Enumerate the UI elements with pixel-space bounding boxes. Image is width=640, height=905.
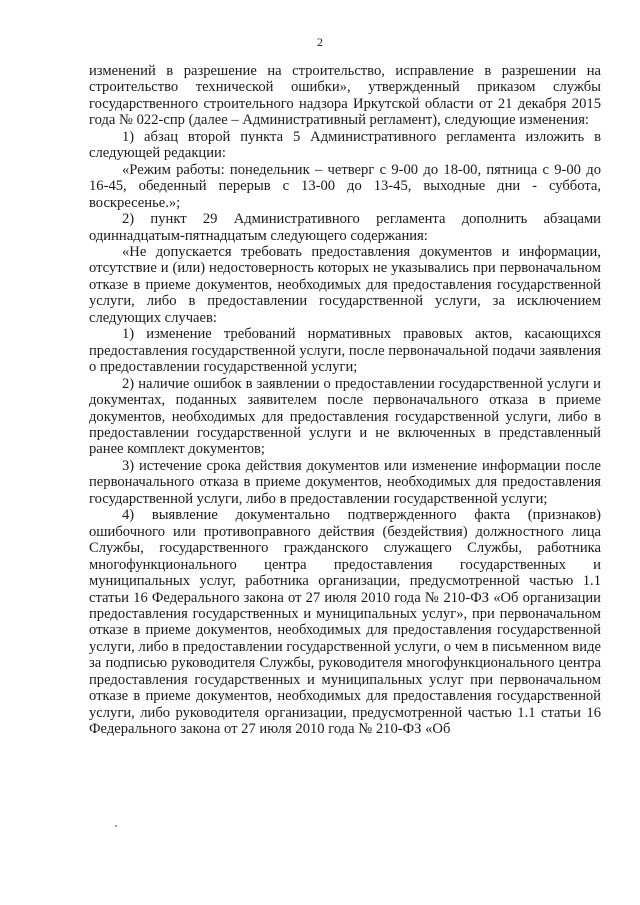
paragraph-case-3: 3) истечение срока действия документов или изменение информации после первоначального отказа в приеме документов, необходимых для предоставления государственной услуги, либо в предоставлении государственной услуги; xyxy=(89,457,601,507)
paragraph-intro: изменений в разрешение на строительство, исправление в разрешении на строительство технической ошибки», утвержденный приказом службы государственного строительного надзора Иркутской области от 21 декабря 2015 года № 022-спр (далее – Административный регламент), следующие изменения: xyxy=(89,63,601,129)
document-body xyxy=(89,63,601,738)
page-number: 2 xyxy=(317,35,323,49)
paragraph-working-hours-quote: «Режим работы: понедельник – четверг с 9-00 до 18-00, пятница с 9-00 до 16-45, обеденный перерыв с 13-00 до 13-45, выходные дни - суббота, воскресенье.»; xyxy=(89,161,601,211)
paragraph-prohibition-quote: «Не допускается требовать предоставления документов и информации, отсутствие и (или) недостоверность которых не указывались при первоначальном отказе в приеме документов, необходимых для предоставления государственной услуги, либо в предоставлении государственной услуги, за исключением следующих случаев: xyxy=(89,243,601,326)
paragraph-case-4: 4) выявление документально подтвержденного факта (признаков) ошибочного или противоправного действия (бездействия) должностного лица Службы, государственного гражданского служащего Службы, работника многофункционального центра предоставления государственных и муниципальных услуг, работника организации, предусмотренной частью 1.1 статьи 16 Федерального закона от 27 июля 2010 года № 210-ФЗ «Об организации предоставления государственных и муниципальных услуг», при первоначальном отказе в приеме документов, необходимых для предоставления государственной услуги, либо в предоставлении государственной услуги, о чем в письменном виде за подписью руководителя Службы, руководителя многофункционального центра предоставления государственных и муниципальных услуг при первоначальном отказе в приеме документов, необходимых для предоставления государственной услуги, либо руководителя организации, предусмотренной частью 1.1 статьи 16 Федерального закона от 27 июля 2010 года № 210-ФЗ «Об xyxy=(89,507,601,738)
paragraph-item-1: 1) абзац второй пункта 5 Административного регламента изложить в следующей редакции: xyxy=(89,128,601,162)
paragraph-case-1: 1) изменение требований нормативных правовых актов, касающихся предоставления государственной услуги, после первоначальной подачи заявления о предоставлении государственной услуги; xyxy=(89,326,601,376)
paragraph-case-2: 2) наличие ошибок в заявлении о предоставлении государственной услуги и документах, поданных заявителем после первоначального отказа в приеме документов, необходимых для предоставления государственной услуги, либо в предоставлении государственной услуги и не включенных в представленный ранее комплект документов; xyxy=(89,375,601,458)
paragraph-item-2: 2) пункт 29 Административного регламента дополнить абзацами одиннадцатым-пятнадцатым следующего содержания: xyxy=(89,211,601,244)
scan-artifact-dot xyxy=(115,825,117,827)
